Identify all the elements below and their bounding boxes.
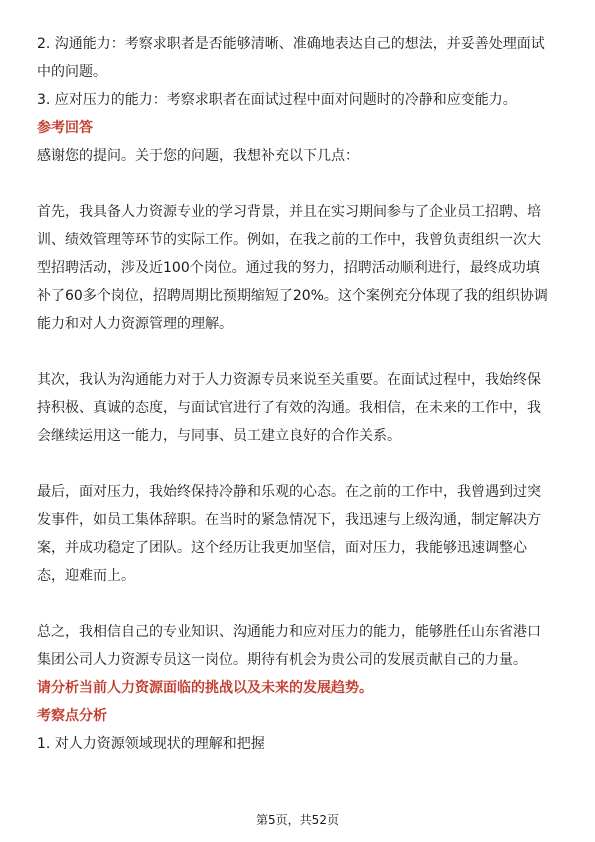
paragraph-line: 能力和对人力资源管理的理解。 bbox=[37, 316, 233, 332]
question-heading: 请分析当前人力资源面临的挑战以及未来的发展趋势。 bbox=[37, 680, 373, 696]
paragraph-line: 型招聘活动，涉及近100个岗位。通过我的努力，招聘活动顺利进行，最终成功填 bbox=[37, 260, 540, 276]
paragraph-line: 其次，我认为沟通能力对于人力资源专员来说至关重要。在面试过程中，我始终保 bbox=[37, 372, 541, 388]
paragraph-line: 总之，我相信自己的专业知识、沟通能力和应对压力的能力，能够胜任山东省港口 bbox=[37, 624, 541, 640]
answer-opening: 感谢您的提问。关于您的问题，我想补充以下几点： bbox=[37, 148, 359, 164]
paragraph-line: 案，并成功稳定了团队。这个经历让我更加坚信，面对压力，我能够迅速调整心 bbox=[37, 540, 527, 556]
paragraph-line: 补了60多个岗位，招聘周期比预期缩短了20%。这个案例充分体现了我的组织协调 bbox=[37, 288, 548, 304]
spacer bbox=[37, 590, 562, 618]
criteria-item-2-line-1: 2. 沟通能力：考察求职者是否能够清晰、准确地表达自己的想法，并妥善处理面试 bbox=[37, 36, 545, 52]
paragraph-line: 训、绩效管理等环节的实际工作。例如，在我之前的工作中，我曾负责组织一次大 bbox=[37, 232, 541, 248]
spacer bbox=[37, 450, 562, 478]
paragraph-line: 会继续运用这一能力，与同事、员工建立良好的合作关系。 bbox=[37, 428, 401, 444]
paragraph-line: 最后，面对压力，我始终保持冷静和乐观的心态。在之前的工作中，我曾遇到过突 bbox=[37, 484, 541, 500]
answer-paragraph-2 bbox=[37, 366, 562, 450]
spacer bbox=[37, 170, 562, 198]
criteria-item-3: 3. 应对压力的能力：考察求职者在面试过程中面对问题时的冷静和应变能力。 bbox=[37, 92, 517, 108]
document-page bbox=[37, 30, 562, 758]
paragraph-line: 首先，我具备人力资源专业的学习背景，并且在实习期间参与了企业员工招聘、培 bbox=[37, 204, 541, 220]
paragraph-line: 发事件，如员工集体辞职。在当时的紧急情况下，我迅速与上级沟通，制定解决方 bbox=[37, 512, 541, 528]
answer-paragraph-3 bbox=[37, 478, 562, 590]
paragraph-line: 态，迎难而上。 bbox=[37, 568, 135, 584]
answer-paragraph-4 bbox=[37, 618, 562, 674]
spacer bbox=[37, 338, 562, 366]
criteria-item-2-line-2: 中的问题。 bbox=[37, 64, 107, 80]
analysis-heading: 考察点分析 bbox=[37, 708, 107, 724]
reference-answer-heading: 参考回答 bbox=[37, 120, 93, 136]
paragraph-line: 集团公司人力资源专员这一岗位。期待有机会为贵公司的发展贡献自己的力量。 bbox=[37, 652, 527, 668]
paragraph-line: 持积极、真诚的态度，与面试官进行了有效的沟通。我相信，在未来的工作中，我 bbox=[37, 400, 541, 416]
page-number-footer: 第5页，共52页 bbox=[256, 813, 339, 827]
answer-paragraph-1 bbox=[37, 198, 562, 338]
analysis-item-1: 1. 对人力资源领域现状的理解和把握 bbox=[37, 736, 265, 752]
